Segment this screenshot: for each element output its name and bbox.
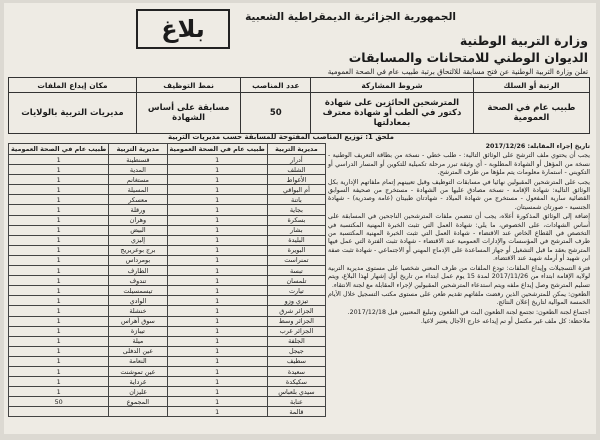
posts-cell: 1: [167, 255, 267, 265]
ministry-heading: وزارة التربية الوطنية: [459, 33, 588, 48]
dist-header-wilaya-2: مديرية التربية: [109, 144, 167, 155]
posts-cell: 1: [167, 276, 267, 286]
header-posts: عدد المناصب: [241, 78, 311, 93]
wilaya-cell: سكيكدة: [267, 377, 325, 387]
table-row: [9, 407, 326, 417]
posts-cell: 1: [9, 185, 109, 195]
wilaya-cell: سوق أهراس: [109, 316, 167, 326]
wilaya-cell: باتنة: [267, 195, 325, 205]
posts-cell: 1: [167, 316, 267, 326]
posts-cell: 1: [9, 316, 109, 326]
file-documents: يجب أن يحتوي ملف الترشح على الوثائق التالية: - طلب خطي - نسخة من بطاقة التعريف الوطنية - نسخة من المؤهل أو الشهادة المطلوبة - أي وثيقة تبرر مرحلة تكميلية للتكوين أو المسار الدراسي أو التكويني - استمارة معلومات يتم ملؤها من طرف المترشح.: [328, 152, 590, 177]
posts-cell: 1: [9, 336, 109, 346]
table-row: [9, 336, 326, 346]
table-row: [9, 215, 326, 225]
table-row: [9, 205, 326, 215]
posts-cell: 1: [9, 296, 109, 306]
wilaya-cell: أم البواقي: [267, 185, 325, 195]
posts-cell: 1: [9, 306, 109, 316]
posts-cell: 1: [167, 306, 267, 316]
cell-conditions: المترشحين الحائزين على شهادة دكتور في الطب أو شهادة معترف بمعادلتها: [311, 93, 474, 134]
posts-cell: 1: [9, 225, 109, 235]
wilaya-cell: المسيلة: [109, 185, 167, 195]
table-row: [9, 387, 326, 397]
wilaya-cell: تيزي وزو: [267, 296, 325, 306]
competition-table-row: [9, 93, 590, 134]
competition-table: [8, 77, 590, 134]
posts-cell: [9, 407, 109, 417]
announcement-title: بلاغ: [136, 9, 230, 49]
wilaya-cell: قسنطينة: [109, 155, 167, 165]
cell-posts: 50: [241, 93, 311, 134]
posts-cell: 1: [167, 326, 267, 336]
wilaya-cell: برج بوعريريج: [109, 245, 167, 255]
wilaya-cell: المجموع: [109, 397, 167, 407]
cell-rank: طبيب عام في الصحة العمومية: [473, 93, 589, 134]
posts-cell: 1: [9, 205, 109, 215]
note: ملاحظة: كل ملف غير مكتمل أو تم إيداعه خارج الآجال يعتبر لاغيا.: [420, 318, 590, 326]
table-row: [9, 377, 326, 387]
wilaya-cell: سيدي بلعباس: [267, 387, 325, 397]
header-place: مكان إيداع الملفات: [9, 78, 137, 93]
wilaya-cell: الجزائر شرق: [267, 306, 325, 316]
table-row: [9, 316, 326, 326]
posts-cell: 1: [167, 165, 267, 175]
table-row: [9, 296, 326, 306]
table-row: [9, 356, 326, 366]
table-row: [9, 286, 326, 296]
posts-cell: 1: [167, 296, 267, 306]
wilaya-cell: تمنراست: [267, 255, 325, 265]
posts-cell: 1: [167, 155, 267, 165]
wilaya-cell: بشار: [267, 225, 325, 235]
table-row: [9, 346, 326, 356]
posts-cell: 1: [167, 346, 267, 356]
wilaya-cell: سطيف: [267, 356, 325, 366]
competition-table-header: [9, 78, 590, 93]
posts-cell: 1: [9, 377, 109, 387]
posts-cell: 1: [167, 225, 267, 235]
wilaya-cell: بومرداس: [109, 255, 167, 265]
wilaya-cell: تبسة: [267, 266, 325, 276]
posts-cell: 1: [9, 165, 109, 175]
header-mode: نمط التوظيف: [136, 78, 241, 93]
wilaya-cell: عنابة: [267, 397, 325, 407]
posts-cell: 1: [9, 276, 109, 286]
posts-cell: 1: [167, 215, 267, 225]
republic-heading: الجمهورية الجزائرية الديمقراطية الشعبية: [245, 11, 456, 23]
table-row: [9, 185, 326, 195]
wilaya-cell: عين تموشنت: [109, 366, 167, 376]
wilaya-cell: البليدة: [267, 235, 325, 245]
wilaya-cell: بسكرة: [267, 215, 325, 225]
table-row: [9, 245, 326, 255]
wilaya-cell: الجزائر غرب: [267, 326, 325, 336]
table-row: [9, 235, 326, 245]
appeals: الطعون: يمكن للمترشحين الذين رفضت ملفاتهم تقديم طعن على مستوى مكتب التسجيل خلال الأيام الخمسة الموالية لتاريخ إعلان النتائج.: [328, 290, 590, 307]
posts-cell: 1: [167, 235, 267, 245]
announcement-intro: تعلن وزارة التربية الوطنية عن فتح مسابقة للالتحاق برتبة طبيب عام في الصحة العمومية: [327, 67, 588, 76]
posts-cell: 1: [167, 266, 267, 276]
wilaya-cell: تلمسان: [267, 276, 325, 286]
dist-header-wilaya-1: مديرية التربية: [267, 144, 325, 155]
wilaya-cell: [109, 407, 167, 417]
posts-cell: 1: [167, 377, 267, 387]
cell-place: مديريات التربية بالولايات: [9, 93, 137, 134]
wilaya-cell: تيسمسيلت: [109, 286, 167, 296]
conditions-text: [328, 143, 590, 328]
interview-date: تاريخ إجراء المقابلة: 2017/12/26: [485, 143, 590, 150]
wilaya-cell: الجزائر وسط: [267, 316, 325, 326]
posts-cell: 1: [9, 235, 109, 245]
posts-cell: 1: [9, 155, 109, 165]
wilaya-cell: معسكر: [109, 195, 167, 205]
office-heading: الديوان الوطني للامتحانات والمسابقات: [348, 50, 588, 65]
wilaya-cell: سعيدة: [267, 366, 325, 376]
table-row: [9, 165, 326, 175]
posts-cell: 1: [9, 326, 109, 336]
registration-period: فترة التسجيلات وإيداع الملفات: تودع الملفات من طرف المعني شخصيا على مستوى مديرية التربية لولاية الإقامة ابتداء من 2017/11/26 لمدة 15 يوم عمل ابتداء من تاريخ أول إشهار لهذا البلاغ، ويتم تسليم المترشح وصل إيداع ملفه ويتم استدعاء المترشحين المقبولين لإجراء المقابلة مع لجنة الانتقاء.: [328, 264, 591, 289]
posts-cell: 1: [167, 336, 267, 346]
wilaya-cell: تيبازة: [109, 326, 167, 336]
wilaya-cell: البويرة: [267, 245, 325, 255]
wilaya-cell: ميلة: [109, 336, 167, 346]
table-row: [9, 266, 326, 276]
posts-cell: 1: [167, 407, 267, 417]
wilaya-cell: وهران: [109, 215, 167, 225]
wilaya-cell: الجلفة: [267, 336, 325, 346]
announcement-page: [4, 3, 596, 434]
posts-cell: 1: [167, 356, 267, 366]
cell-mode: مسابقة على أساس الشهادة: [136, 93, 241, 134]
wilaya-cell: عين الدفلى: [109, 346, 167, 356]
posts-cell: 1: [9, 266, 109, 276]
posts-cell: 1: [167, 366, 267, 376]
wilaya-cell: الوادي: [109, 296, 167, 306]
table-row: [9, 175, 326, 185]
posts-cell: 1: [167, 387, 267, 397]
table-row: [9, 397, 326, 407]
table-row: [9, 276, 326, 286]
wilaya-cell: البيض: [109, 225, 167, 235]
table-row: [9, 366, 326, 376]
table-row: [9, 195, 326, 205]
additional-documents: إضافة إلى الوثائق المذكورة أعلاه، يجب أن تتضمن ملفات المترشحين الناجحين في المسابقة على أساس الشهادات، على الخصوص، ما يلي: شهادة العمل التي تثبت الخبرة المهنية المكتسبة في التخصص في القطاع الخاص عند الاقتضاء - شهادة العمل التي تثبت الخبرة المهنية المكتسبة من طرف المترشح في المؤسسات والإدارات العمومية عند الاقتضاء - شهادة تثبت الفترة التي عمل فيها المترشح بعقد ما قبل التشغيل أو جهاز المساعدة على الإدماج المهني أو الاجتماعي - شهادة تثبت صفة ابن شهيد أو أرملة شهيد عند الاقتضاء.: [328, 213, 590, 263]
header-rank: الرتبة أو السلك: [473, 78, 589, 93]
posts-cell: 50: [9, 397, 109, 407]
table-row: [9, 255, 326, 265]
distribution-table: [8, 143, 326, 417]
posts-cell: 1: [9, 356, 109, 366]
wilaya-cell: تندوف: [109, 276, 167, 286]
posts-cell: 1: [9, 346, 109, 356]
posts-cell: 1: [9, 215, 109, 225]
wilaya-cell: أدرار: [267, 155, 325, 165]
wilaya-cell: الشلف: [267, 165, 325, 175]
distribution-table-header: [9, 144, 326, 155]
table-row: [9, 225, 326, 235]
posts-cell: 1: [9, 245, 109, 255]
posts-cell: 1: [167, 175, 267, 185]
posts-cell: 1: [167, 185, 267, 195]
annex-title: ملحق 1: توزيع المناصب المفتوحة للمسابقة حسب مديريات التربية: [168, 133, 394, 141]
wilaya-cell: تيارت: [267, 286, 325, 296]
posts-cell: 1: [9, 366, 109, 376]
wilaya-cell: الأغواط: [267, 175, 325, 185]
wilaya-cell: بجاية: [267, 205, 325, 215]
header-conditions: شروط المشاركة: [311, 78, 474, 93]
wilaya-cell: الطارف: [109, 266, 167, 276]
posts-cell: 1: [167, 245, 267, 255]
posts-cell: 1: [167, 205, 267, 215]
posts-cell: 1: [9, 255, 109, 265]
dist-header-posts-1: طبيب عام في الصحة العمومية: [167, 144, 267, 155]
dist-header-posts-2: طبيب عام في الصحة العمومية: [9, 144, 109, 155]
table-row: [9, 306, 326, 316]
posts-cell: 1: [167, 195, 267, 205]
wilaya-cell: ورقلة: [109, 205, 167, 215]
wilaya-cell: قالمة: [267, 407, 325, 417]
wilaya-cell: النعامة: [109, 356, 167, 366]
posts-cell: 1: [9, 175, 109, 185]
wilaya-cell: المدية: [109, 165, 167, 175]
admin-documents: يجب على المترشحين المقبولين نهائيا في مسابقات التوظيف وقبل تعيينهم إتمام ملفاتهم الإدارية بكل الوثائق التالية: شهادة الإقامة - نسخة مصادق عليها من الشهادة - مستخرج من صحيفة السوابق القضائية سارية المفعول - مستخرج من شهادة الميلاد - شهادتان طبيتان (عامة وصدرية) - شهادة الجنسية - صورتان شمسيتان.: [328, 178, 590, 211]
posts-cell: 1: [9, 195, 109, 205]
posts-cell: 1: [167, 397, 267, 407]
posts-cell: 1: [167, 286, 267, 296]
posts-cell: 1: [9, 286, 109, 296]
wilaya-cell: مستغانم: [109, 175, 167, 185]
table-row: [9, 155, 326, 165]
wilaya-cell: غليزان: [109, 387, 167, 397]
table-row: [9, 326, 326, 336]
posts-cell: 1: [9, 387, 109, 397]
wilaya-cell: غرداية: [109, 377, 167, 387]
wilaya-cell: خنشلة: [109, 306, 167, 316]
wilaya-cell: جيجل: [267, 346, 325, 356]
wilaya-cell: إليزي: [109, 235, 167, 245]
appeals-committee: اجتماع لجنة الطعون: تجتمع لجنة الطعون البت في الطعون وتبليغ المعنيين قبل 2017/12/18.: [347, 308, 590, 316]
